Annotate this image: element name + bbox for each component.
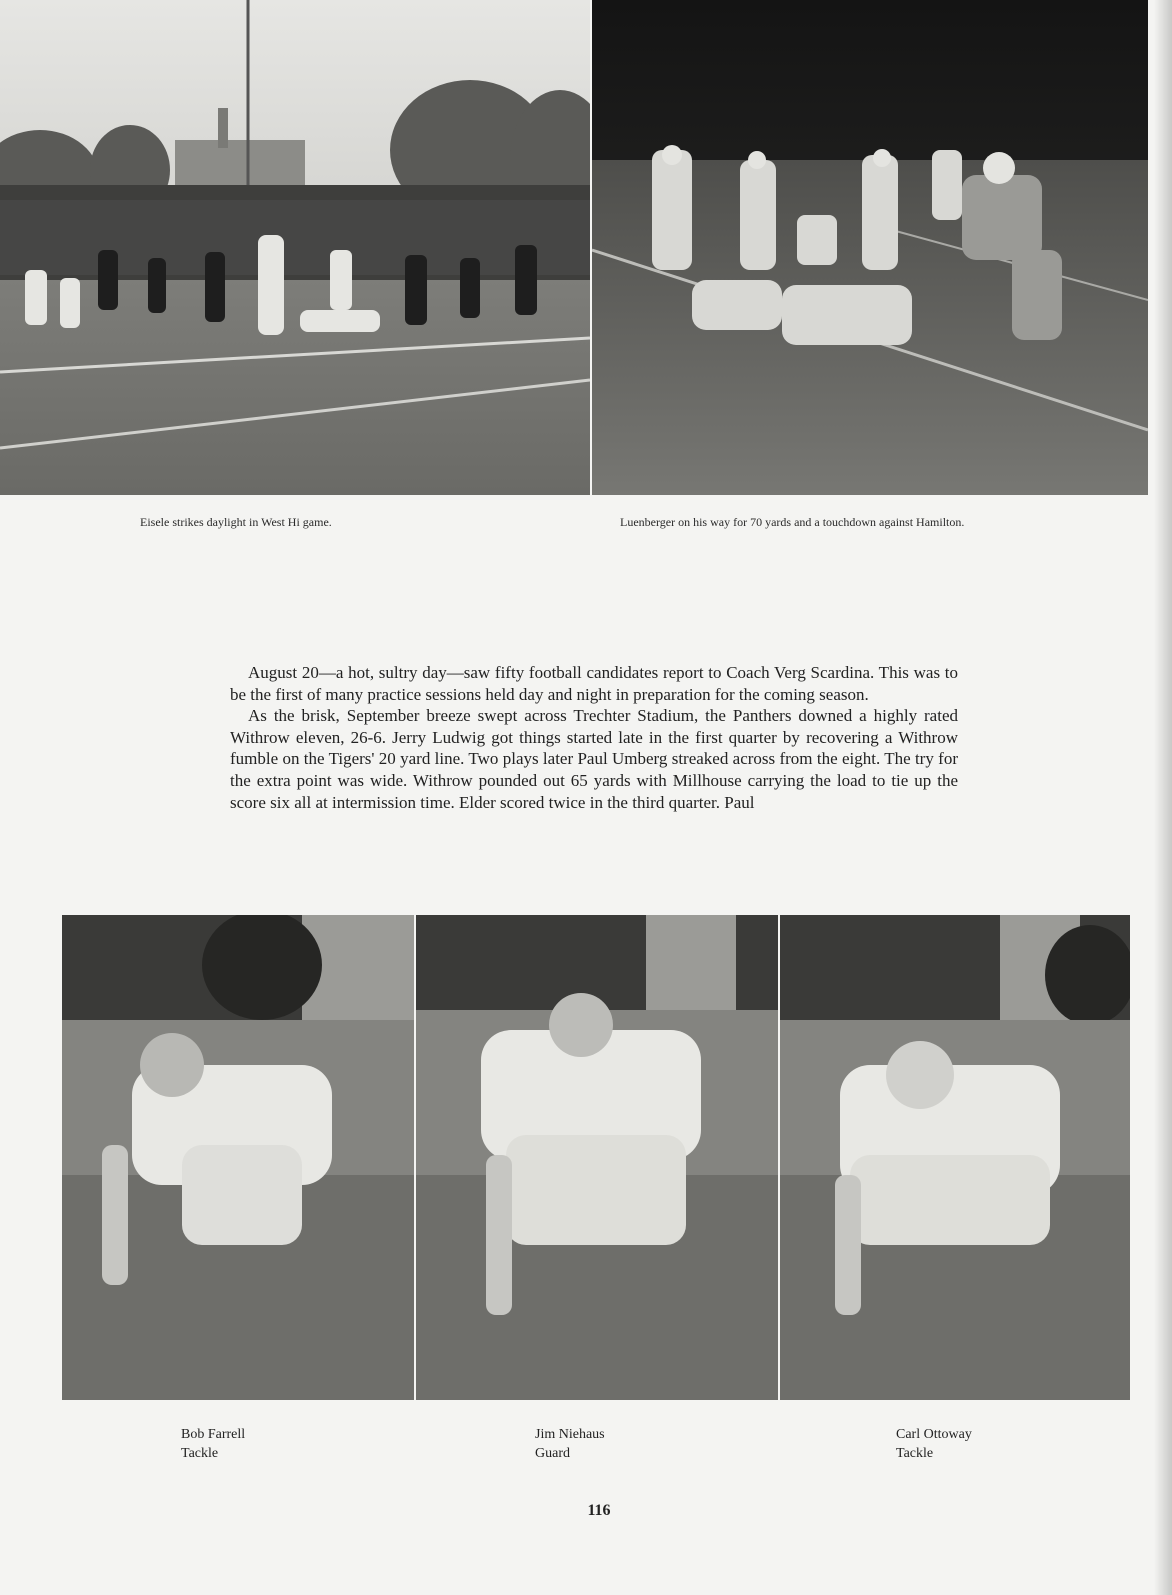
player-position: Guard bbox=[535, 1446, 570, 1461]
player-name: Carl Ottoway bbox=[896, 1427, 972, 1442]
photo-player-carl-ottoway bbox=[780, 915, 1130, 1400]
player-name: Jim Niehaus bbox=[535, 1427, 605, 1442]
player-caption-3 bbox=[896, 1425, 972, 1463]
player-position: Tackle bbox=[896, 1446, 934, 1461]
player-position: Tackle bbox=[181, 1446, 219, 1461]
article-paragraph: August 20—a hot, sultry day—saw fifty football candidates report to Coach Verg Scardina. This was to be the first of many practice sessions held day and night in preparation for the coming season. bbox=[230, 663, 958, 704]
photo-player-bob-farrell bbox=[62, 915, 414, 1400]
player-caption-1 bbox=[181, 1425, 245, 1463]
page-number: 116 bbox=[587, 1502, 611, 1519]
photo-player-jim-niehaus bbox=[416, 915, 778, 1400]
photo-hamilton-touchdown bbox=[592, 0, 1148, 495]
page-edge-shadow bbox=[1154, 0, 1172, 1595]
article-paragraph: As the brisk, September breeze swept across Trechter Stadium, the Panthers downed a highly rated Withrow eleven, 26-6. Jerry Ludwig got things started late in the first quarter by recovering a Withrow fumble on the Tigers' 20 yard line. Two plays later Paul Umberg streaked across from the eight. The try for the extra point was wide. Withrow pounded out 65 yards with Millhouse carrying the load to tie up the score six all at intermission time. Elder scored twice in the third quarter. Paul bbox=[230, 706, 958, 812]
caption-west-hi-game: Eisele strikes daylight in West Hi game. bbox=[140, 515, 332, 529]
caption-hamilton-touchdown: Luenberger on his way for 70 yards and a touchdown against Hamilton. bbox=[620, 515, 965, 529]
player-name: Bob Farrell bbox=[181, 1427, 246, 1442]
photo-west-hi-game bbox=[0, 0, 590, 495]
player-caption-2 bbox=[535, 1425, 605, 1463]
article-body bbox=[230, 662, 958, 813]
